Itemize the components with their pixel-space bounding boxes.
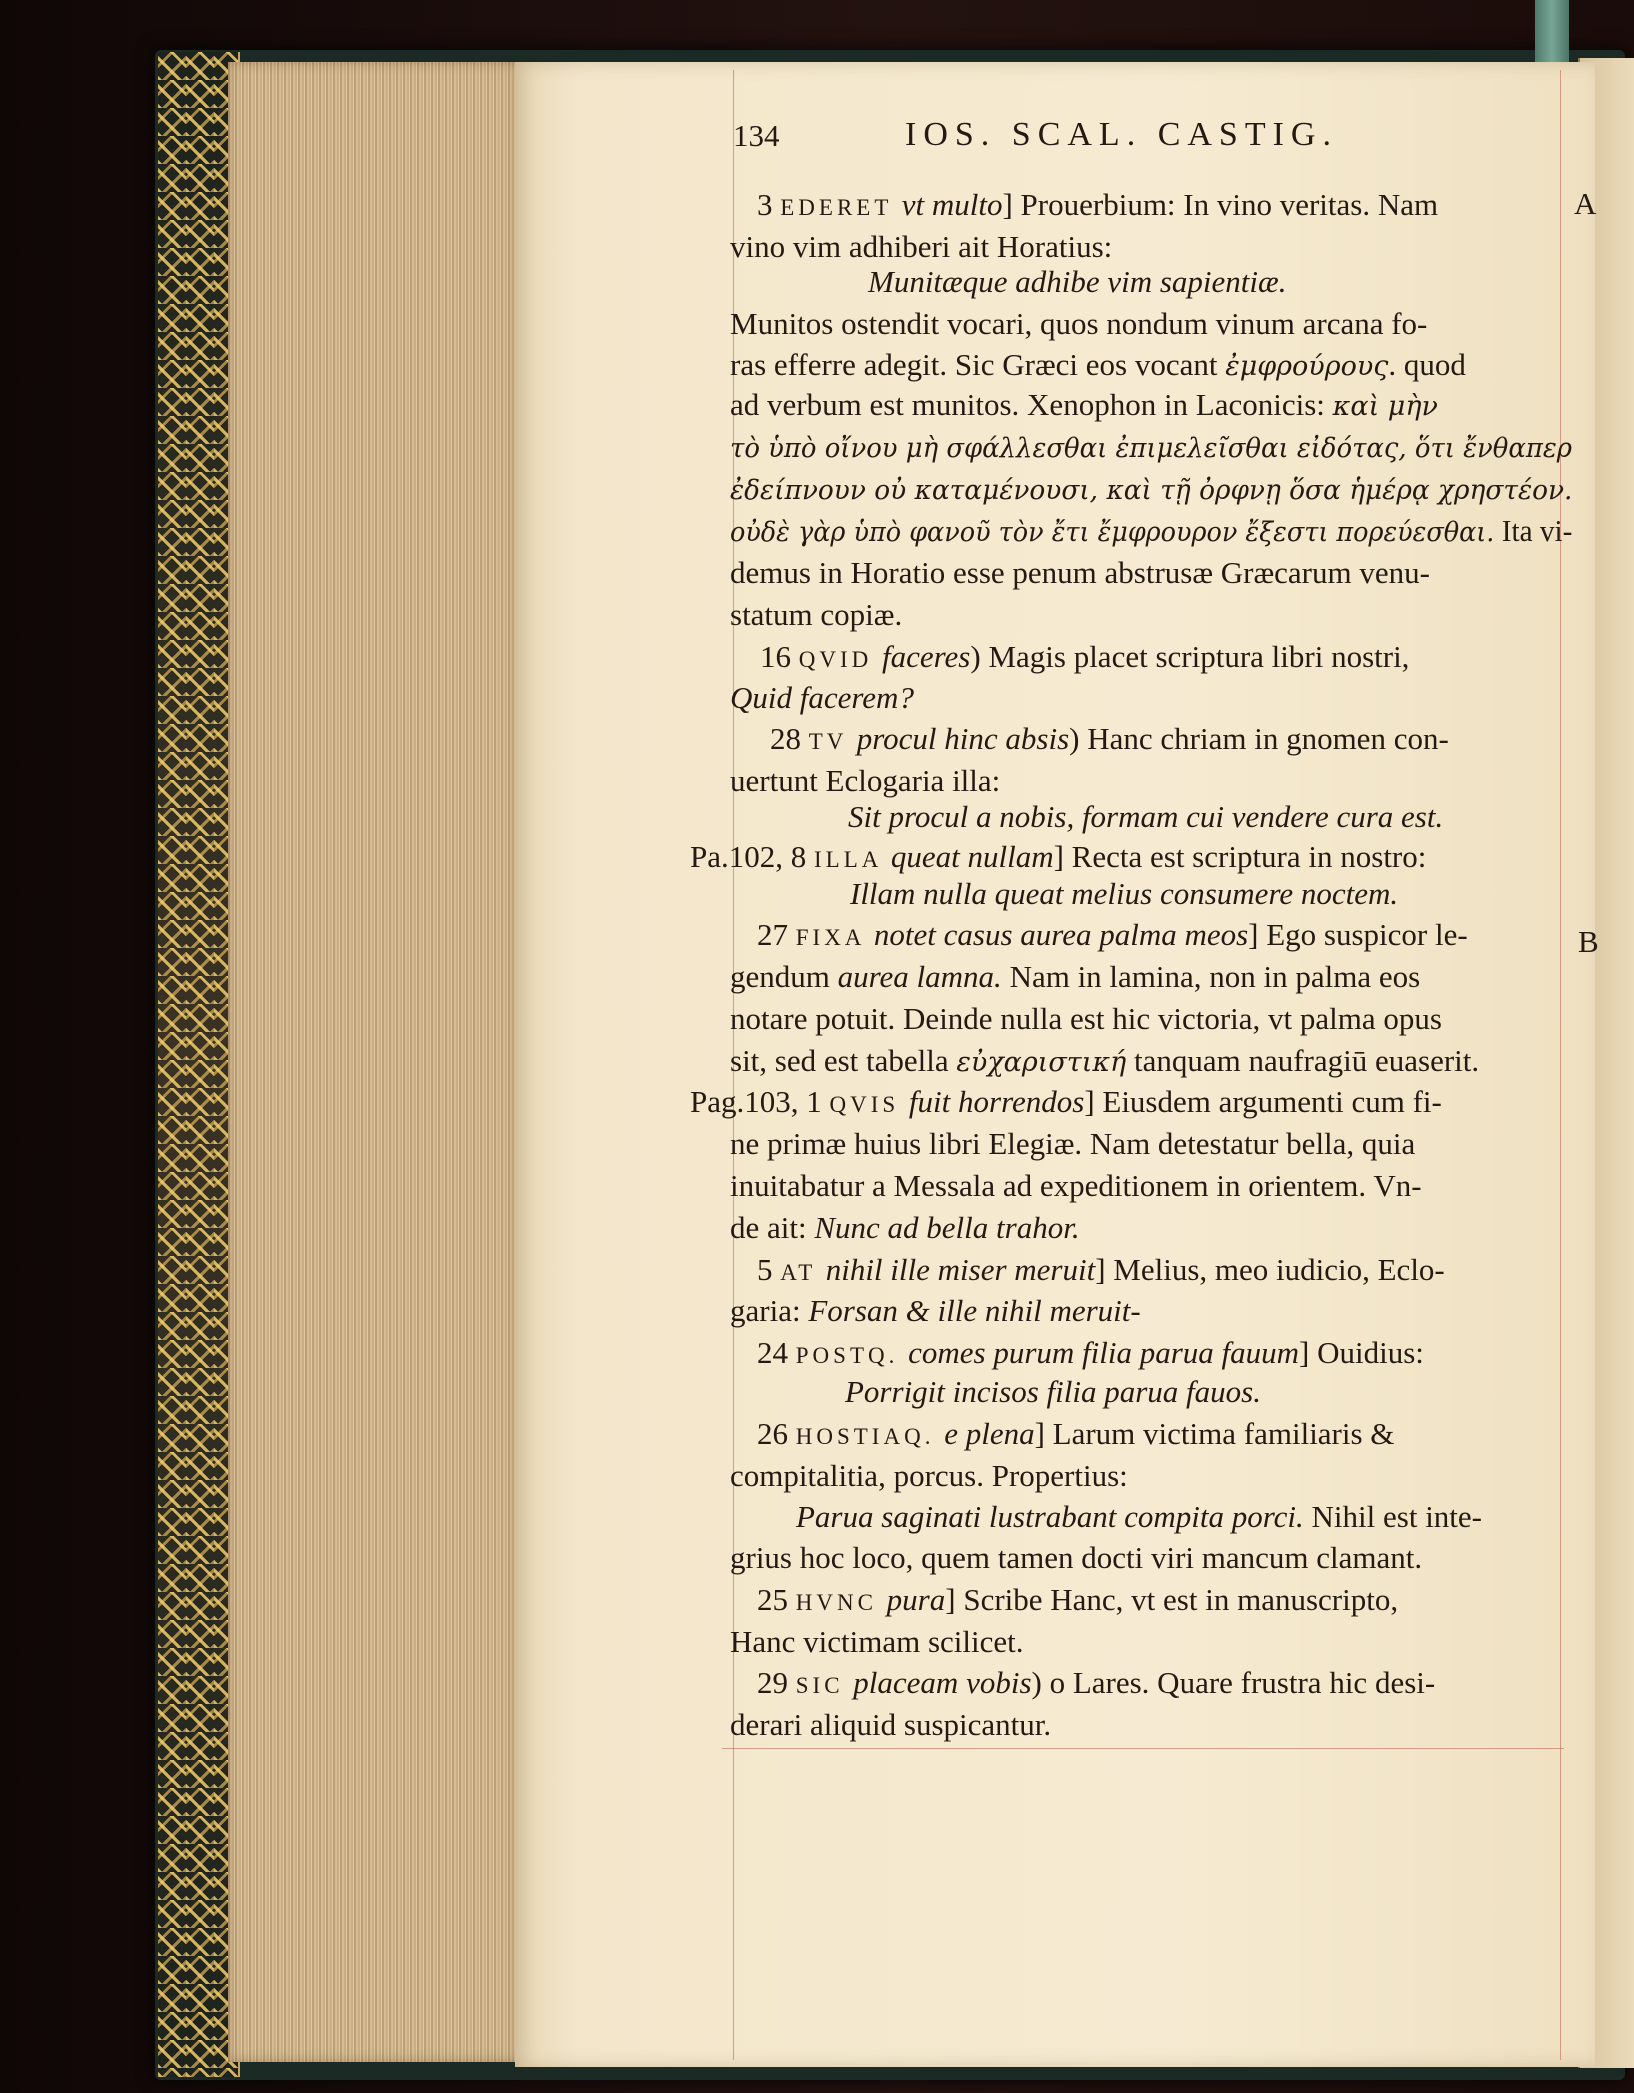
roman-text: grius hoc loco, quem tamen docti viri mancum clamant. <box>730 1540 1423 1575</box>
roman-text: Pag.103, 1 <box>690 1084 830 1119</box>
roman-text: garia: <box>730 1293 809 1328</box>
bookmark-ribbon <box>1535 0 1569 66</box>
text-line <box>757 1418 1394 1449</box>
lemma-caps: SIC <box>795 1673 854 1698</box>
roman-text: notare potuit. Deinde nulla est hic victoria, vt palma opus <box>730 1001 1442 1036</box>
roman-text: ] Recta est scriptura in nostro: <box>1053 839 1427 874</box>
text-line <box>730 961 1420 992</box>
text-line <box>848 801 1443 832</box>
greek-text: εὐχαριστική <box>956 1047 1127 1078</box>
italic-text: Quid facerem? <box>730 680 914 715</box>
right-margin-rule <box>1560 70 1561 2060</box>
roman-text: ] Melius, meo iudicio, Eclo- <box>1095 1252 1445 1287</box>
text-line <box>757 1254 1445 1285</box>
text-line <box>845 1376 1261 1407</box>
text-line <box>730 1212 1080 1243</box>
text-line <box>730 1045 1479 1076</box>
roman-text: de ait: <box>730 1210 815 1245</box>
greek-text: οὐδὲ γὰρ ὑπὸ φανοῦ τὸν ἔτι ἔμφρουρον ἔξεστι πορεύεσθαι. <box>730 517 1495 548</box>
italic-text: faceres <box>882 639 971 674</box>
text-line <box>730 389 1438 420</box>
roman-text: 25 <box>757 1582 796 1617</box>
text-bottom-rule <box>722 1748 1564 1749</box>
lemma-caps: FIXA <box>795 925 874 950</box>
text-line <box>757 1667 1435 1698</box>
text-line <box>730 1170 1422 1201</box>
lemma-caps: HOSTIAQ. <box>795 1424 945 1449</box>
roman-text: uertunt Eclogaria illa: <box>730 763 1001 798</box>
italic-text: Porrigit incisos filia parua fauos. <box>845 1374 1261 1409</box>
text-line <box>730 308 1427 339</box>
italic-text: e plena <box>944 1416 1035 1451</box>
roman-text: sit, sed est tabella <box>730 1043 957 1078</box>
roman-text: ] Ouidius: <box>1299 1335 1424 1370</box>
lemma-caps: TV <box>808 729 857 754</box>
roman-text: inuitabatur a Messala ad expeditionem in orientem. Vn- <box>730 1168 1422 1203</box>
italic-text: Sit procul a nobis, formam cui vendere cura est. <box>848 799 1444 834</box>
roman-text: tanquam naufragiū euaserit. <box>1126 1043 1480 1078</box>
text-line <box>730 1295 1141 1326</box>
roman-text: ne primæ huius libri Elegiæ. Nam detestatur bella, quia <box>730 1126 1416 1161</box>
lemma-caps: QVID <box>798 647 882 672</box>
italic-text: Forsan & ille nihil meruit- <box>808 1293 1141 1328</box>
roman-text: 24 <box>757 1335 796 1370</box>
italic-text: Nunc ad bella trahor. <box>814 1210 1080 1245</box>
text-line <box>757 189 1438 220</box>
margin-letter-a: A <box>1574 186 1597 221</box>
text-line <box>850 878 1398 909</box>
roman-text: Ita vi- <box>1494 513 1573 548</box>
text-line <box>757 919 1468 950</box>
roman-text: Hanc victimam scilicet. <box>730 1624 1024 1659</box>
lemma-caps: QVIS <box>829 1092 909 1117</box>
text-line <box>730 473 1572 504</box>
roman-text: Nihil est inte- <box>1303 1499 1483 1534</box>
roman-text: 27 <box>757 917 796 952</box>
lemma-caps: HVNC <box>795 1590 887 1615</box>
roman-text: ad verbum est munitos. Xenophon in Laconicis: <box>730 387 1333 422</box>
text-line <box>796 1501 1482 1532</box>
italic-text: notet casus aurea palma meos <box>873 917 1249 952</box>
italic-text: comes purum filia parua fauum <box>908 1335 1300 1370</box>
roman-text: Pa.102, 8 <box>690 839 814 874</box>
text-line <box>730 1003 1442 1034</box>
text-line <box>730 431 1572 462</box>
text-line <box>770 723 1449 754</box>
roman-text: compitalitia, porcus. Propertius: <box>730 1458 1128 1493</box>
roman-text: vino vim adhiberi ait Horatius: <box>730 229 1113 264</box>
roman-text: 3 <box>757 187 781 222</box>
text-line <box>730 1709 1051 1740</box>
greek-text: καὶ μὴν <box>1332 391 1438 422</box>
text-line <box>757 1584 1398 1615</box>
roman-text: 28 <box>770 721 809 756</box>
roman-text: ] Eiusdem argumenti cum fi- <box>1084 1084 1442 1119</box>
text-line <box>730 1128 1415 1159</box>
roman-text: ] Scribe Hanc, vt est in manuscripto, <box>945 1582 1399 1617</box>
text-line <box>730 515 1572 546</box>
greek-text: τὸ ὑπὸ οἴνου μὴ σφάλλεσθαι ἐπιμελεῖσθαι εἰδότας, ὅτι ἔνθαπερ <box>730 433 1573 464</box>
roman-text: . quod <box>1388 347 1466 382</box>
roman-text: Munitos ostendit vocari, quos nondum vinum arcana fo- <box>730 306 1428 341</box>
roman-text: 29 <box>757 1665 796 1700</box>
greek-text: ἐμφρούρους <box>1225 351 1389 382</box>
text-line <box>730 231 1112 262</box>
lemma-caps: AT <box>780 1260 826 1285</box>
italic-text: fuit horrendos <box>908 1084 1085 1119</box>
lemma-caps: ILLA <box>814 847 891 872</box>
margin-letter-b: B <box>1578 924 1599 959</box>
roman-text: 16 <box>760 639 799 674</box>
running-head: IOS. SCAL. CASTIG. <box>905 116 1338 153</box>
text-line <box>730 1460 1128 1491</box>
italic-text: placeam vobis <box>853 1665 1032 1700</box>
roman-text: Nam in lamina, non in palma eos <box>1001 959 1421 994</box>
roman-text: ) o Lares. Quare frustra hic desi- <box>1031 1665 1436 1700</box>
text-line <box>730 557 1430 588</box>
italic-text: aurea lamna. <box>837 959 1002 994</box>
text-line <box>690 841 1426 872</box>
text-line <box>690 1086 1442 1117</box>
roman-text: 26 <box>757 1416 796 1451</box>
roman-text: ras efferre adegit. Sic Græci eos vocant <box>730 347 1226 382</box>
italic-text: Munitæque adhibe vim sapientiæ. <box>868 264 1287 299</box>
roman-text: ) Hanc chriam in gnomen con- <box>1069 721 1449 756</box>
text-line <box>730 682 914 713</box>
text-line <box>757 1337 1424 1368</box>
roman-text: gendum <box>730 959 838 994</box>
lemma-caps: POSTQ. <box>795 1343 909 1368</box>
text-line <box>730 765 1000 796</box>
italic-text: pura <box>886 1582 946 1617</box>
roman-text: ] Larum victima familiaris & <box>1034 1416 1395 1451</box>
roman-text: demus in Horatio esse penum abstrusæ Græcarum venu- <box>730 555 1430 590</box>
roman-text: ] Prouerbium: In vino veritas. Nam <box>1002 187 1439 222</box>
roman-text: derari aliquid suspicantur. <box>730 1707 1052 1742</box>
lemma-caps: EDERET <box>780 195 902 220</box>
italic-text: procul hinc absis <box>856 721 1070 756</box>
roman-text: 5 <box>757 1252 781 1287</box>
text-line <box>730 1542 1422 1573</box>
text-line <box>760 641 1409 672</box>
roman-text: ) Magis placet scriptura libri nostri, <box>970 639 1410 674</box>
italic-text: queat nullam <box>890 839 1054 874</box>
greek-text: ἐδείπνουν οὐ καταμένουσι, καὶ τῇ ὀρφνῃ ὅσα ἡμέρᾳ χρηστέον. <box>730 475 1573 506</box>
italic-text: vt multo <box>901 187 1003 222</box>
text-line <box>730 1626 1024 1657</box>
page-fore-edge <box>228 62 518 2062</box>
text-line <box>730 349 1466 380</box>
text-line <box>868 266 1286 297</box>
italic-text: Parua saginati lustrabant compita porci. <box>796 1499 1304 1534</box>
roman-text: statum copiæ. <box>730 597 903 632</box>
italic-text: Illam nulla queat melius consumere noctem. <box>850 876 1399 911</box>
text-line <box>730 599 902 630</box>
page-number: 134 <box>733 118 780 153</box>
italic-text: nihil ille miser meruit <box>825 1252 1096 1287</box>
roman-text: ] Ego suspicor le- <box>1248 917 1468 952</box>
